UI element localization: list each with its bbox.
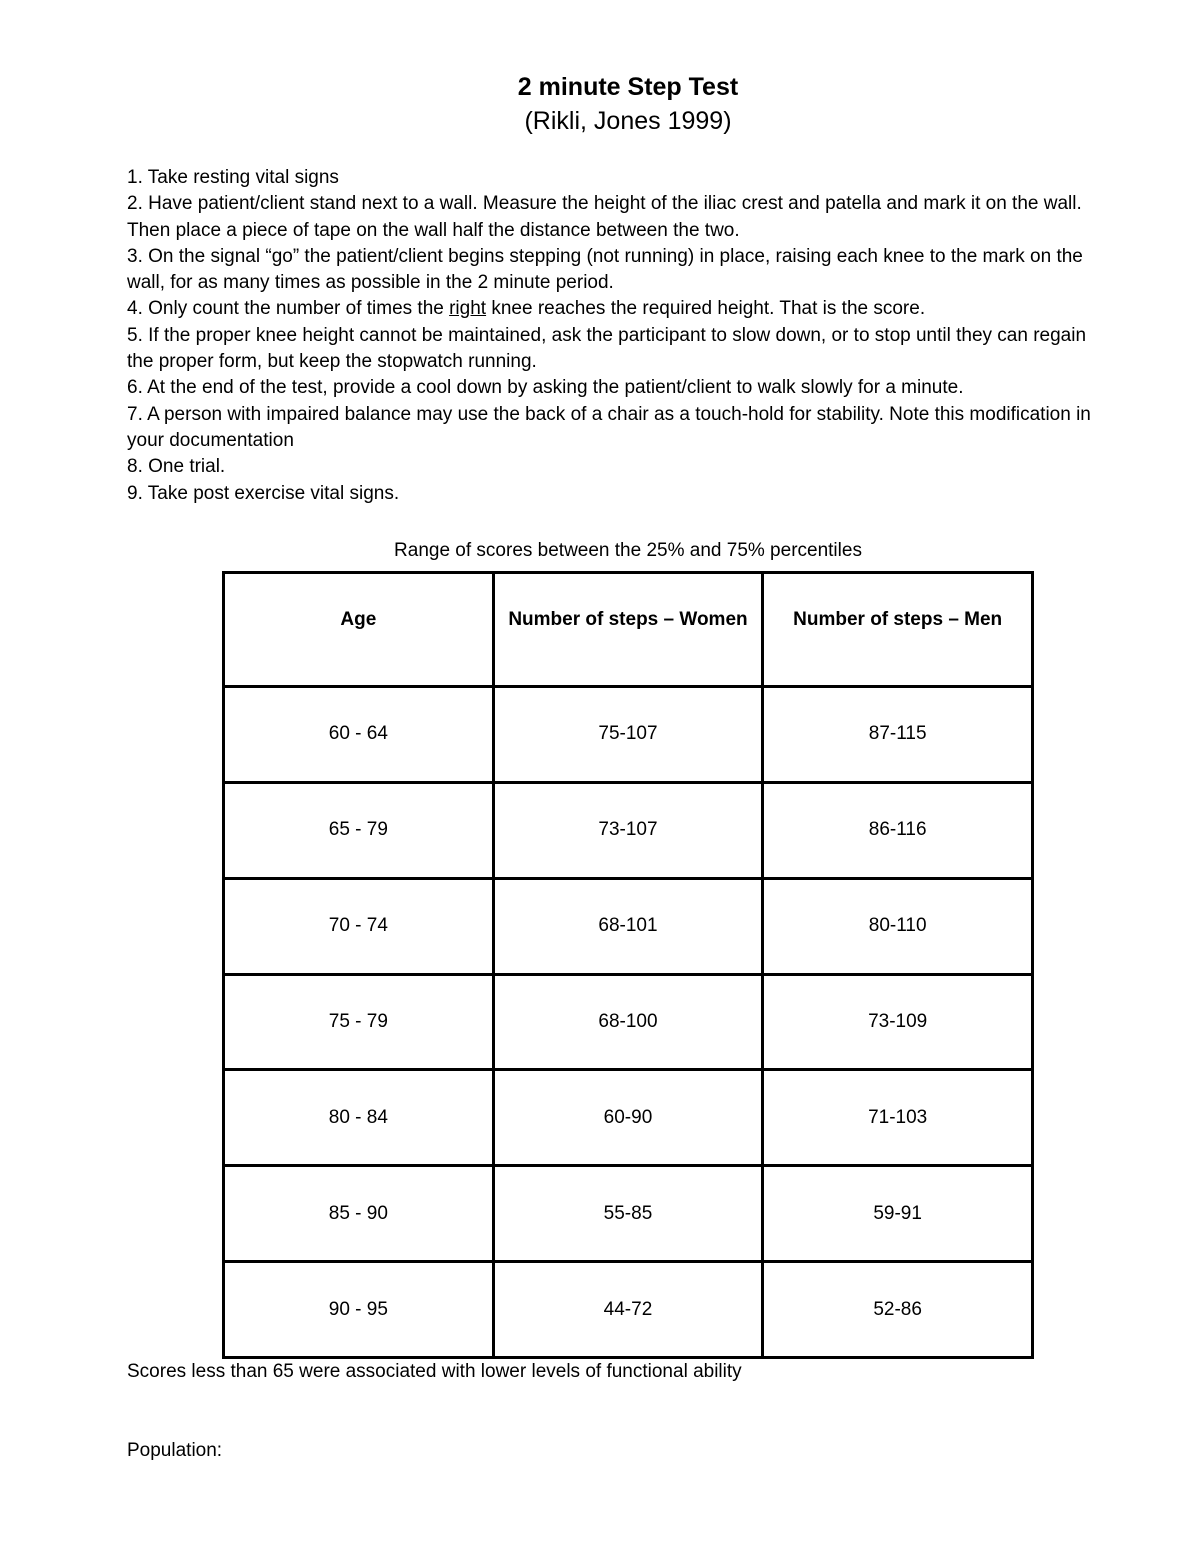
table-row xyxy=(224,878,1033,974)
scores-table xyxy=(222,571,1034,1359)
women-steps-cell: 60-90 xyxy=(493,1070,763,1166)
procedure-step-9: 9. Take post exercise vital signs. xyxy=(127,482,400,504)
men-steps-cell: 73-109 xyxy=(763,974,1033,1070)
population-label: Population: xyxy=(127,1440,223,1461)
table-row xyxy=(224,687,1033,783)
age-cell: 90 - 95 xyxy=(224,1262,494,1358)
table-header-row xyxy=(224,573,1033,687)
men-steps-cell: 52-86 xyxy=(763,1262,1033,1358)
procedure-step-5: 5. If the proper knee height cannot be maintained, ask the participant to slow down, or to stop until they can regain the proper form, but keep the stopwatch running. xyxy=(127,324,1087,373)
procedure-step-8: 8. One trial. xyxy=(127,456,226,478)
women-steps-cell: 68-100 xyxy=(493,974,763,1070)
women-steps-cell: 55-85 xyxy=(493,1166,763,1262)
procedure-step-3: 3. On the signal “go” the patient/client begins stepping (not running) in place, raising each knee to the mark on the wall, for as many times as possible in the 2 minute period. xyxy=(127,245,1083,294)
table-row xyxy=(224,782,1033,878)
table-row xyxy=(224,1070,1033,1166)
procedure-step-1: 1. Take resting vital signs xyxy=(127,167,339,188)
document-subtitle: (Rikli, Jones 1999) xyxy=(524,107,732,135)
table-caption: Range of scores between the 25% and 75% percentiles xyxy=(394,540,862,561)
table-row xyxy=(224,1262,1033,1358)
age-cell: 70 - 74 xyxy=(224,878,494,974)
procedure-steps xyxy=(127,165,1117,507)
procedure-step-4: 4. Only count the number of times the right knee reaches the required height. That is the score. xyxy=(127,298,926,320)
women-steps-cell: 75-107 xyxy=(493,687,763,783)
procedure-step-6: 6. At the end of the test, provide a cool down by asking the patient/client to walk slowly for a minute. xyxy=(127,377,964,399)
table-row xyxy=(224,974,1033,1070)
column-header-age: Age xyxy=(224,573,494,687)
age-cell: 60 - 64 xyxy=(224,687,494,783)
table-row xyxy=(224,1166,1033,1262)
women-steps-cell: 73-107 xyxy=(493,782,763,878)
men-steps-cell: 59-91 xyxy=(763,1166,1033,1262)
document-title: 2 minute Step Test xyxy=(517,73,739,101)
men-steps-cell: 87-115 xyxy=(763,687,1033,783)
procedure-step-7: 7. A person with impaired balance may use the back of a chair as a touch-hold for stability. Note this modification in your documentation xyxy=(127,403,1091,451)
men-steps-cell: 80-110 xyxy=(763,878,1033,974)
underlined-word: right xyxy=(449,298,487,320)
age-cell: 80 - 84 xyxy=(224,1070,494,1166)
women-steps-cell: 44-72 xyxy=(493,1262,763,1358)
procedure-step-2: 2. Have patient/client stand next to a wall. Measure the height of the iliac crest and patella and mark it on the wall. Then place a piece of tape on the wall half the distance between the two. xyxy=(127,193,1082,241)
age-cell: 85 - 90 xyxy=(224,1166,494,1262)
column-header-women: Number of steps – Women xyxy=(493,573,763,687)
women-steps-cell: 68-101 xyxy=(493,878,763,974)
age-cell: 65 - 79 xyxy=(224,782,494,878)
age-cell: 75 - 79 xyxy=(224,974,494,1070)
column-header-men: Number of steps – Men xyxy=(763,573,1033,687)
men-steps-cell: 86-116 xyxy=(763,782,1033,878)
men-steps-cell: 71-103 xyxy=(763,1070,1033,1166)
scores-footnote: Scores less than 65 were associated with lower levels of functional ability xyxy=(127,1361,742,1382)
